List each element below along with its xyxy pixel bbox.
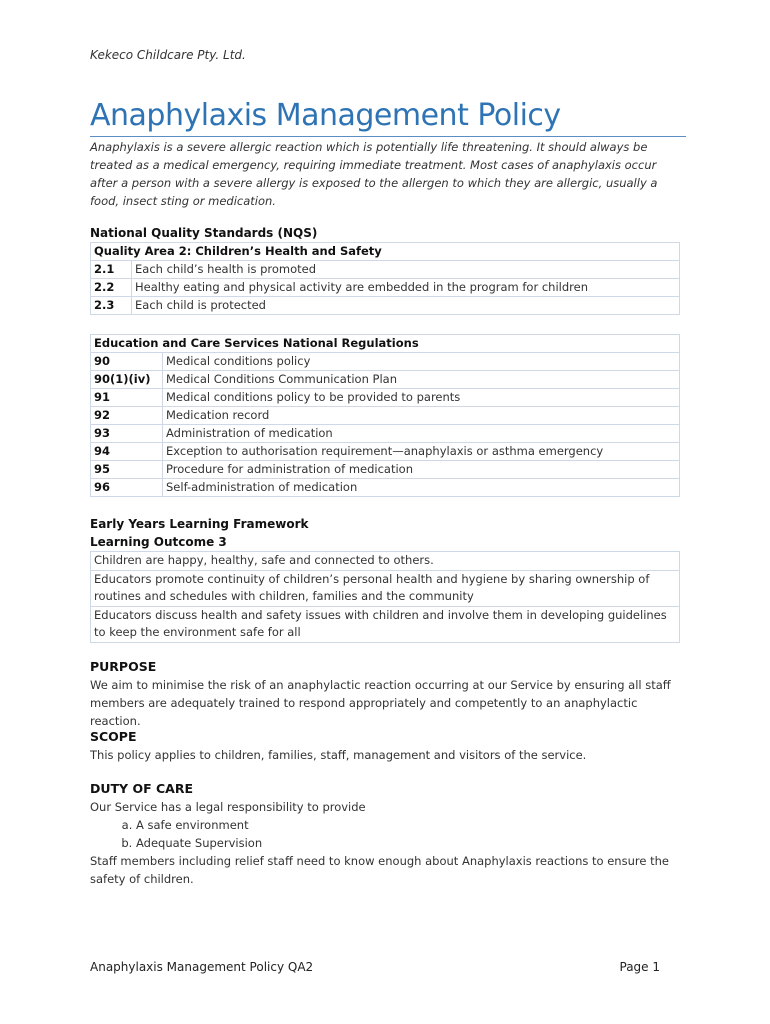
scope-title: SCOPE bbox=[90, 729, 137, 744]
table-row bbox=[91, 479, 680, 497]
duty-list bbox=[90, 816, 680, 852]
regulation-text: Medication record bbox=[163, 407, 680, 425]
nqs-text: Each child’s health is promoted bbox=[132, 261, 680, 279]
intro-paragraph: Anaphylaxis is a severe allergic reaction which is potentially life threatening. It should always be treated as a medical emergency, requiring immediate treatment. Most cases of anaphylaxis occur after a person with a severe allergy is exposed to the allergen to which they are allergic, usually a food, insect sting or medication. bbox=[90, 140, 658, 208]
nqs-subheading-row bbox=[91, 243, 680, 261]
nqs-code: 2.3 bbox=[91, 297, 132, 315]
nqs-text: Healthy eating and physical activity are embedded in the program for children bbox=[132, 279, 680, 297]
page-title: Anaphylaxis Management Policy bbox=[90, 96, 686, 137]
table-row bbox=[91, 261, 680, 279]
regulation-code: 93 bbox=[91, 425, 163, 443]
regulation-code: 96 bbox=[91, 479, 163, 497]
nqs-heading: National Quality Standards (NQS) bbox=[90, 226, 318, 240]
duty-section bbox=[90, 780, 680, 888]
table-row bbox=[91, 389, 680, 407]
regulation-text: Self-administration of medication bbox=[163, 479, 680, 497]
nqs-section bbox=[90, 224, 680, 315]
regulation-text: Medical Conditions Communication Plan bbox=[163, 371, 680, 389]
list-item: Educators promote continuity of children’s personal health and hygiene by sharing ownership of routines and schedules with children, families and the community bbox=[91, 571, 679, 607]
eylf-section bbox=[90, 515, 680, 643]
regulation-text: Medical conditions policy bbox=[163, 353, 680, 371]
eylf-heading: Early Years Learning Framework bbox=[90, 517, 309, 531]
table-row bbox=[91, 279, 680, 297]
table-row bbox=[91, 407, 680, 425]
table-row bbox=[91, 443, 680, 461]
duty-closing: Staff members including relief staff need to know enough about Anaphylaxis reactions to ensure the safety of children. bbox=[90, 854, 669, 886]
nqs-code: 2.1 bbox=[91, 261, 132, 279]
regulations-heading-row bbox=[91, 335, 680, 353]
regulation-code: 90(1)(iv) bbox=[91, 371, 163, 389]
regulation-code: 90 bbox=[91, 353, 163, 371]
table-row bbox=[91, 461, 680, 479]
nqs-code: 2.2 bbox=[91, 279, 132, 297]
eylf-outcome-box bbox=[90, 551, 680, 643]
footer-title: Anaphylaxis Management Policy QA2 bbox=[90, 960, 314, 974]
regulation-text: Procedure for administration of medication bbox=[163, 461, 680, 479]
list-item: Educators discuss health and safety issues with children and involve them in developing guidelines to keep the environment safe for all bbox=[94, 607, 667, 639]
nqs-subheading: Quality Area 2: Children’s Health and Safety bbox=[91, 243, 680, 261]
duty-title: DUTY OF CARE bbox=[90, 781, 193, 796]
company-header: Kekeco Childcare Pty. Ltd. bbox=[90, 48, 246, 62]
list-item: Children are happy, healthy, safe and connected to others. bbox=[91, 552, 679, 571]
regulation-code: 95 bbox=[91, 461, 163, 479]
regulations-table bbox=[90, 334, 680, 497]
eylf-subheading: Learning Outcome 3 bbox=[90, 535, 227, 549]
list-item: a. A safe environment bbox=[136, 816, 680, 834]
regulation-text: Exception to authorisation requirement—anaphylaxis or asthma emergency bbox=[163, 443, 680, 461]
regulation-code: 94 bbox=[91, 443, 163, 461]
purpose-section bbox=[90, 658, 680, 730]
scope-text: This policy applies to children, families, staff, management and visitors of the service. bbox=[90, 748, 587, 762]
table-row bbox=[91, 371, 680, 389]
regulation-code: 92 bbox=[91, 407, 163, 425]
table-row bbox=[91, 297, 680, 315]
nqs-text: Each child is protected bbox=[132, 297, 680, 315]
regulations-heading: Education and Care Services National Regulations bbox=[91, 335, 680, 353]
purpose-text: We aim to minimise the risk of an anaphylactic reaction occurring at our Service by ensuring all staff members are adequately trained to respond appropriately and competently to an anaphylactic reaction. bbox=[90, 678, 671, 728]
table-row bbox=[91, 425, 680, 443]
duty-intro: Our Service has a legal responsibility to provide bbox=[90, 800, 366, 814]
regulation-text: Medical conditions policy to be provided to parents bbox=[163, 389, 680, 407]
nqs-table bbox=[90, 242, 680, 315]
regulations-section bbox=[90, 334, 680, 497]
regulation-text: Administration of medication bbox=[163, 425, 680, 443]
scope-section bbox=[90, 728, 680, 764]
regulation-code: 91 bbox=[91, 389, 163, 407]
page-number: Page 1 bbox=[619, 960, 660, 974]
purpose-title: PURPOSE bbox=[90, 659, 157, 674]
page-footer bbox=[90, 960, 660, 974]
table-row bbox=[91, 353, 680, 371]
list-item: b. Adequate Supervision bbox=[136, 834, 680, 852]
